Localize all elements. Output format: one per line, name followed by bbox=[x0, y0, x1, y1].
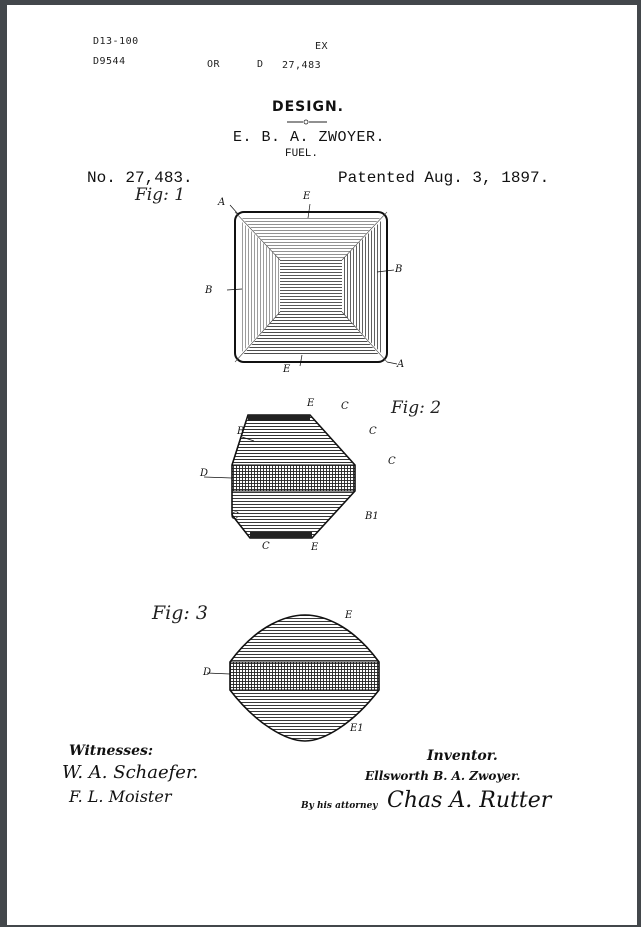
figure-2-drawing bbox=[202, 395, 402, 565]
inventor-label: Inventor. bbox=[427, 748, 498, 764]
figure-1-drawing bbox=[202, 190, 422, 380]
attorney-signature: Chas A. Rutter bbox=[387, 788, 552, 813]
fig2-callout-d: D bbox=[200, 468, 209, 479]
fig2-callout-c-3: C bbox=[388, 456, 396, 467]
fig1-callout-e-top: E bbox=[303, 191, 311, 202]
fig1-callout-e-bottom: E bbox=[283, 364, 291, 375]
fig1-callout-b-right: B bbox=[395, 264, 403, 275]
fig2-callout-b: B bbox=[237, 426, 245, 437]
document-type: DESIGN. bbox=[272, 99, 345, 115]
figure-3-drawing bbox=[202, 605, 402, 755]
figure-2-label: Fig: 2 bbox=[391, 398, 442, 418]
fig2-callout-c-1: C bbox=[341, 401, 349, 412]
fig2-callout-c-5: C bbox=[262, 541, 270, 552]
fig2-callout-c-2: C bbox=[369, 426, 377, 437]
witnesses-heading: Witnesses: bbox=[69, 743, 154, 759]
patent-ref-number: 27,483 bbox=[282, 60, 322, 71]
figure-3-label: Fig: 3 bbox=[152, 602, 208, 624]
figure-1-label: Fig: 1 bbox=[135, 185, 186, 205]
title-divider bbox=[287, 119, 327, 125]
fig2-callout-b1: B1 bbox=[365, 511, 379, 522]
serial-number: D9544 bbox=[93, 56, 126, 67]
inventor-heading: E. B. A. ZWOYER. bbox=[233, 129, 386, 146]
patent-ref-prefix: D bbox=[257, 59, 264, 70]
fig2-callout-e-top: E bbox=[307, 398, 315, 409]
inventor-signature: Ellsworth B. A. Zwoyer. bbox=[365, 769, 521, 783]
patent-page bbox=[7, 5, 637, 925]
fig2-callout-e-bottom: E bbox=[311, 542, 319, 553]
fig2-callout-c-4: C bbox=[231, 511, 239, 522]
patent-date: Patented Aug. 3, 1897. bbox=[338, 169, 550, 187]
fig1-callout-a-bottom: A bbox=[397, 359, 405, 370]
patent-number: No. 27,483. bbox=[87, 169, 193, 187]
attorney-prefix: By his attorney bbox=[301, 801, 378, 811]
subject-heading: FUEL. bbox=[285, 148, 319, 160]
class-code: D13-100 bbox=[93, 36, 139, 47]
or-label: OR bbox=[207, 59, 221, 70]
witness-1-signature: W. A. Schaefer. bbox=[62, 762, 199, 783]
fig3-callout-d: D bbox=[203, 667, 212, 678]
ex-label: EX bbox=[315, 41, 329, 52]
fig1-callout-b-left: B bbox=[205, 285, 213, 296]
witness-2-signature: F. L. Moister bbox=[69, 787, 172, 806]
fig1-callout-a-top: A bbox=[218, 197, 226, 208]
fig3-callout-e: E bbox=[345, 610, 353, 621]
fig3-callout-e1: E1 bbox=[350, 723, 364, 734]
